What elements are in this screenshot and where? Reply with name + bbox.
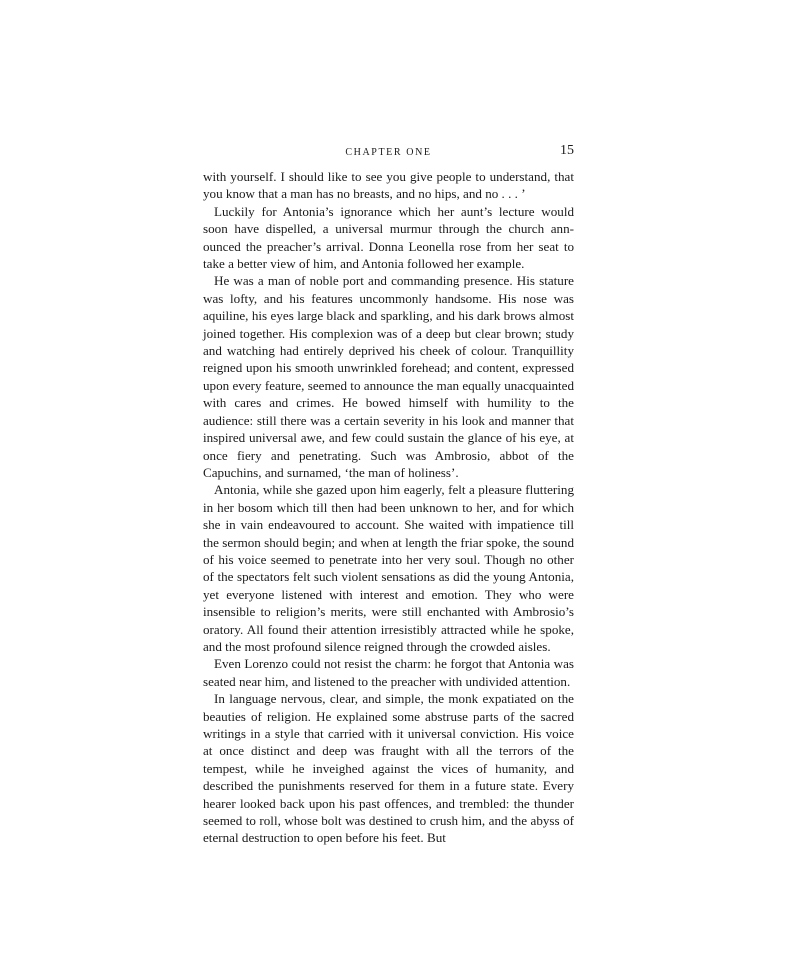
paragraph: Luckily for Antonia’s ignorance which her aunt’s lecture would soon have dispelled, a universal murmur through the church announced the preacher’s arrival. Donna Leonella rose from her seat to take a better view of him, and Antonia followed her example. [203, 203, 574, 272]
running-head [203, 143, 574, 163]
paragraph: Antonia, while she gazed upon him eagerly, felt a pleasure fluttering in her bosom which till then had been unknown to her, and for which she in vain endeavoured to account. She waited with impatience till the sermon should begin; and when at length the friar spoke, the sound of his voice seemed to penetrate into her very soul. Though no other of the spectators felt such violent sensations as did the young Antonia, yet everyone listened with interest and emotion. They who were insensible to religion’s merits, were still enchanted with Ambrosio’s oratory. All found their attention irresistibly attracted while he spoke, and the most profound silence reigned through the crowded aisles. [203, 482, 574, 654]
paragraph: Even Lorenzo could not resist the charm: he forgot that Antonia was seated near him, and listened to the preacher with undivided attention. [203, 656, 574, 689]
chapter-title: CHAPTER ONE [345, 147, 432, 158]
paragraph: with yourself. I should like to see you give people to understand, that you know that a man has no breasts, and no hips, and no . . . ’ [203, 169, 574, 202]
paragraph: In language nervous, clear, and simple, the monk expatiated on the beauties of religion. He explained some abstruse parts of the sacred writings in a style that carried with it universal conviction. His voice at once distinct and deep was fraught with all the terrors of the tempest, while he inveighed against the vices of humanity, and described the punishments reserved for them in a future state. Every hearer looked back upon his past offences, and trembled: the thunder seemed to roll, whose bolt was destined to crush him, and the abyss of eternal destruction to open before his feet. But [203, 691, 574, 846]
book-page [203, 143, 574, 847]
page-number: 15 [560, 143, 574, 158]
body-text [203, 168, 574, 847]
paragraph: He was a man of noble port and commanding presence. His stature was lofty, and his features uncommonly handsome. His nose was aquiline, his eyes large black and sparkling, and his dark brows almost joined together. His complexion was of a deep but clear brown; study and watching had entirely deprived his cheek of colour. Tranquillity reigned upon his smooth unwrinkled forehead; and content, expressed upon every feature, seemed to announce the man equally unacquainted with cares and crimes. He bowed himself with humility to the audience: still there was a certain severity in his look and manner that inspired universal awe, and few could sustain the glance of his eye, at once fiery and penetrating. Such was Ambrosio, abbot of the Capuchins, and surnamed, ‘the man of holiness’. [203, 273, 574, 480]
